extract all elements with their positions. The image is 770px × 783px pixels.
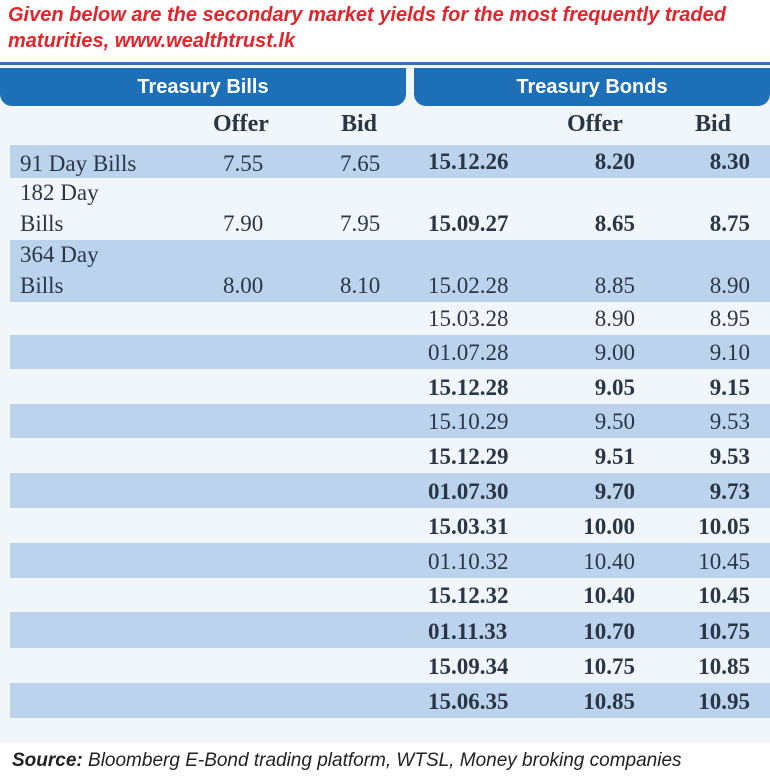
bill-name-line2: Bills — [20, 273, 64, 298]
bond-offer: 8.85 — [594, 273, 635, 298]
bond-maturity: 01.11.33 — [428, 619, 508, 644]
bond-maturity: 15.02.28 — [428, 273, 509, 298]
bond-maturity: 15.12.29 — [428, 444, 509, 469]
bond-bid: 8.95 — [709, 306, 750, 331]
bond-maturity: 15.12.26 — [428, 149, 509, 174]
bill-bid: 7.95 — [340, 211, 381, 236]
bond-maturity: 15.09.27 — [428, 211, 509, 236]
bond-bid: 9.10 — [709, 340, 750, 365]
source-label: Source: — [12, 750, 83, 771]
row-band — [10, 543, 770, 578]
source-text: Bloomberg E-Bond trading platform, WTSL, Money broking companies — [82, 750, 682, 771]
bond-maturity: 15.09.34 — [428, 654, 509, 679]
bond-bid: 10.45 — [698, 583, 750, 608]
bill-name: 91 Day Bills — [20, 151, 137, 176]
bond-offer: 10.40 — [583, 583, 635, 608]
bond-bid: 10.95 — [698, 689, 750, 714]
bond-maturity: 15.03.28 — [428, 306, 509, 331]
row-band — [10, 335, 770, 369]
bonds-offer-column-header: Offer — [567, 111, 623, 137]
bill-offer: 7.90 — [223, 211, 264, 236]
bond-maturity: 15.10.29 — [428, 409, 509, 434]
bill-name-line2: Bills — [20, 211, 64, 236]
bond-bid: 10.75 — [698, 619, 750, 644]
bill-name: 182 Day — [20, 180, 99, 205]
bond-offer: 9.05 — [594, 375, 635, 400]
bond-bid: 8.75 — [709, 211, 750, 236]
bill-bid: 8.10 — [340, 273, 381, 298]
bond-maturity: 15.03.31 — [428, 514, 509, 539]
bond-maturity: 01.07.28 — [428, 340, 509, 365]
bond-bid: 10.05 — [698, 514, 750, 539]
bond-offer: 10.70 — [583, 619, 635, 644]
bill-name: 364 Day — [20, 242, 99, 267]
bond-bid: 10.45 — [698, 549, 750, 574]
bond-offer: 10.85 — [583, 689, 635, 714]
treasury-bonds-header: Treasury Bonds — [414, 68, 770, 106]
row-band — [10, 404, 770, 438]
bond-offer: 10.75 — [583, 654, 635, 679]
bond-bid: 9.53 — [709, 409, 750, 434]
bonds-bid-column-header: Bid — [695, 111, 732, 137]
bond-offer: 8.20 — [594, 149, 635, 174]
bond-bid: 9.73 — [709, 479, 750, 504]
bills-bid-column-header: Bid — [341, 111, 378, 137]
bond-offer: 8.90 — [594, 306, 635, 331]
bond-bid: 8.90 — [709, 273, 750, 298]
bond-maturity: 15.12.32 — [428, 583, 509, 608]
bond-maturity: 15.06.35 — [428, 689, 509, 714]
bond-bid: 9.53 — [709, 444, 750, 469]
bond-offer: 9.00 — [594, 340, 635, 365]
bond-offer: 8.65 — [594, 211, 635, 236]
bond-offer: 10.00 — [583, 514, 635, 539]
bills-offer-column-header: Offer — [213, 111, 269, 137]
row-band — [10, 473, 770, 508]
row-band — [10, 683, 770, 718]
intro-text: Given below are the secondary market yields for the most frequently traded maturities, www.wealthtrust.lk — [8, 4, 726, 52]
bond-bid: 8.30 — [709, 149, 750, 174]
bond-bid: 9.15 — [709, 375, 750, 400]
bill-offer: 7.55 — [223, 151, 264, 176]
source-note — [12, 741, 682, 781]
bill-offer: 8.00 — [223, 273, 264, 298]
bond-offer: 10.40 — [583, 549, 635, 574]
bond-offer: 9.50 — [594, 409, 635, 434]
bond-bid: 10.85 — [698, 654, 750, 679]
bond-maturity: 15.12.28 — [428, 375, 509, 400]
row-band — [10, 240, 770, 302]
row-band — [10, 612, 770, 648]
bill-bid: 7.65 — [340, 151, 381, 176]
bond-maturity: 01.07.30 — [428, 479, 509, 504]
treasury-bills-header: Treasury Bills — [0, 68, 406, 106]
bond-offer: 9.70 — [594, 479, 635, 504]
bond-offer: 9.51 — [594, 444, 635, 469]
bond-maturity: 01.10.32 — [428, 549, 509, 574]
yield-table — [0, 62, 770, 743]
